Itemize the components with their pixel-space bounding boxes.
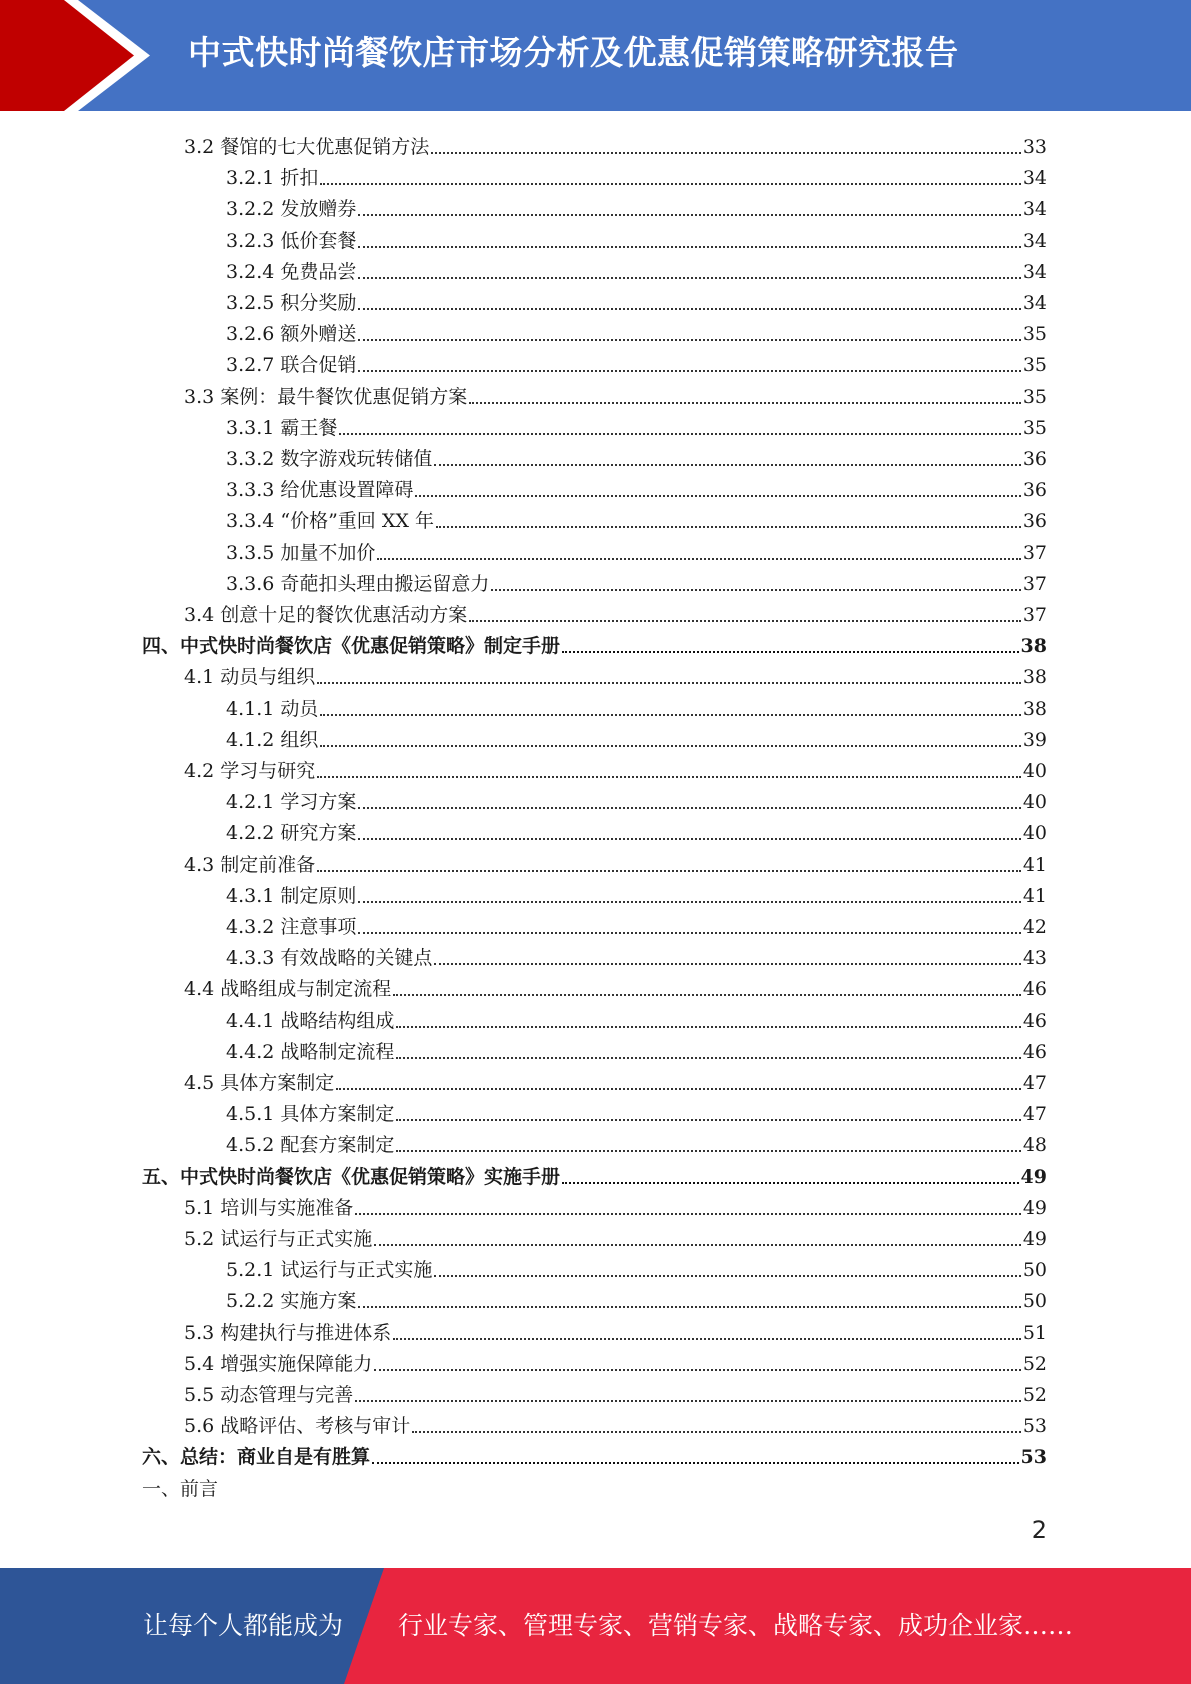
toc-entry[interactable] (184, 596, 1047, 627)
toc-dot-leader (374, 1369, 1021, 1371)
toc-entry[interactable] (226, 159, 1047, 190)
toc-entry-page: 53 (1022, 1415, 1047, 1438)
toc-entry[interactable] (226, 471, 1047, 502)
toc-entry-page: 50 (1022, 1290, 1047, 1313)
toc-entry-label: 3.2 餐馆的七大优惠促销方法 (184, 136, 430, 158)
toc-dot-leader (358, 246, 1020, 248)
toc-entry-label: 4.2.2 研究方案 (226, 822, 357, 845)
toc-entry-page: 34 (1022, 167, 1047, 190)
toc-entry-label: 3.4 创意十足的餐饮优惠活动方案 (184, 604, 468, 626)
toc-entry[interactable] (226, 534, 1047, 565)
toc-entry-page: 35 (1022, 354, 1047, 377)
toc-dot-leader (358, 370, 1020, 372)
toc-entry-page: 38 (1022, 697, 1047, 720)
toc-entry-page: 49 (1020, 1165, 1047, 1188)
toc-entry-label: 五、中式快时尚餐饮店《优惠促销策略》实施手册 (142, 1165, 561, 1188)
toc-entry-page: 34 (1022, 260, 1047, 283)
toc-entry-label: 3.2.6 额外赠送 (226, 323, 357, 346)
toc-dot-leader (355, 1213, 1021, 1215)
toc-dot-leader (320, 714, 1020, 716)
toc-entry-label: 3.3 案例：最牛餐饮优惠促销方案 (184, 385, 468, 408)
toc-entry-page: 53 (1020, 1446, 1047, 1469)
toc-entry[interactable] (226, 877, 1047, 908)
toc-entry-label: 4.1 动员与组织 (184, 666, 316, 689)
toc-dot-leader (469, 402, 1021, 404)
toc-dot-leader (469, 620, 1021, 622)
toc-entry-page: 35 (1022, 416, 1047, 439)
toc-entry-label: 3.2.7 联合促销 (226, 354, 357, 377)
toc-entry[interactable] (226, 565, 1047, 596)
toc-dot-leader (393, 1338, 1021, 1340)
toc-entry[interactable] (142, 627, 1047, 658)
document-title: 中式快时尚餐饮店市场分析及优惠促销策略研究报告 (188, 33, 959, 72)
toc-entry-label: 4.3.1 制定原则 (226, 884, 357, 907)
toc-dot-leader (434, 1275, 1020, 1277)
toc-entry[interactable] (226, 346, 1047, 377)
toc-dot-leader (434, 464, 1020, 466)
toc-entry-page: 38 (1020, 635, 1047, 658)
toc-entry[interactable] (226, 502, 1047, 533)
toc-entry[interactable] (226, 1126, 1047, 1157)
toc-entry-page: 41 (1022, 853, 1047, 876)
toc-entry[interactable] (226, 253, 1047, 284)
toc-entry[interactable] (226, 1033, 1047, 1064)
toc-dot-leader (336, 1088, 1021, 1090)
toc-dot-leader (562, 651, 1019, 653)
toc-entry-page: 36 (1022, 510, 1047, 533)
toc-entry-label: 3.3.3 给优惠设置障碍 (226, 479, 414, 502)
toc-entry-page: 43 (1022, 947, 1047, 970)
toc-dot-leader (374, 1244, 1021, 1246)
toc-entry-page: 34 (1022, 198, 1047, 221)
toc-entry-page: 40 (1022, 822, 1047, 845)
toc-dot-leader (431, 152, 1021, 154)
toc-dot-leader (317, 682, 1021, 684)
toc-entry[interactable] (184, 752, 1047, 783)
toc-entry[interactable] (226, 721, 1047, 752)
toc-entry-label: 4.4.1 战略结构组成 (226, 1009, 395, 1032)
toc-entry-page: 46 (1022, 1040, 1047, 1063)
toc-dot-leader (358, 901, 1020, 903)
toc-entry-page: 48 (1022, 1134, 1047, 1157)
toc-entry-page: 37 (1022, 541, 1047, 564)
toc-entry-label: 4.1.1 动员 (226, 697, 319, 720)
toc-entry[interactable] (226, 783, 1047, 814)
toc-entry-label: 3.2.5 积分奖励 (226, 292, 357, 314)
toc-entry[interactable] (184, 128, 1047, 159)
toc-dot-leader (415, 495, 1020, 497)
toc-entry[interactable] (184, 1314, 1047, 1345)
toc-entry-page: 47 (1022, 1103, 1047, 1126)
toc-entry[interactable] (226, 908, 1047, 939)
toc-entry[interactable] (184, 1064, 1047, 1095)
toc-entry[interactable] (226, 1251, 1047, 1282)
page-header (0, 0, 1191, 111)
toc-entry-page: 35 (1022, 385, 1047, 408)
toc-entry[interactable] (226, 814, 1047, 845)
toc-dot-leader (358, 308, 1020, 310)
toc-entry[interactable] (184, 1345, 1047, 1376)
toc-entry-label: 5.4 增强实施保障能力 (184, 1352, 373, 1375)
toc-entry[interactable] (184, 846, 1047, 877)
footer-slogan-right: 行业专家、管理专家、营销专家、战略专家、成功企业家…… (398, 1611, 1074, 1640)
toc-entry-page: 49 (1022, 1228, 1047, 1250)
toc-dot-leader (372, 1462, 1019, 1464)
toc-dot-leader (393, 994, 1021, 996)
toc-dot-leader (396, 1150, 1020, 1152)
toc-entry-page: 52 (1022, 1384, 1047, 1406)
toc-entry-label: 5.2.2 实施方案 (226, 1290, 357, 1313)
toc-entry-label: 3.2.4 免费品尝 (226, 260, 357, 283)
toc-entry[interactable] (226, 1282, 1047, 1313)
toc-entry-page: 39 (1022, 728, 1047, 751)
toc-dot-leader (317, 870, 1021, 872)
toc-entry-label: 4.4 战略组成与制定流程 (184, 978, 392, 1001)
toc-entry[interactable] (226, 222, 1047, 253)
toc-entry-label: 3.2.3 低价套餐 (226, 229, 357, 252)
toc-entry-page: 37 (1022, 604, 1047, 626)
toc-dot-leader (377, 558, 1020, 560)
toc-entry-label: 5.2.1 试运行与正式实施 (226, 1259, 433, 1282)
toc-entry-page: 34 (1022, 292, 1047, 314)
toc-entry-page: 46 (1022, 1009, 1047, 1032)
toc-entry-label: 3.3.1 霸王餐 (226, 416, 338, 439)
toc-entry-label: 4.5.2 配套方案制定 (226, 1134, 395, 1157)
toc-entry-label: 4.3 制定前准备 (184, 853, 316, 876)
toc-entry[interactable] (184, 1189, 1047, 1220)
toc-dot-leader (358, 214, 1020, 216)
toc-entry[interactable] (184, 970, 1047, 1001)
toc-dot-leader (355, 1400, 1021, 1402)
toc-entry-page: 36 (1022, 479, 1047, 502)
toc-entry-label: 4.5.1 具体方案制定 (226, 1103, 395, 1126)
toc-dot-leader (358, 339, 1020, 341)
toc-entry-label: 六、总结：商业自是有胜算 (142, 1446, 371, 1469)
toc-entry[interactable] (184, 1220, 1047, 1251)
toc-dot-leader (358, 277, 1020, 279)
toc-dot-leader (339, 433, 1020, 435)
toc-entry-label: 4.2 学习与研究 (184, 760, 316, 782)
toc-entry-label: 3.2.1 折扣 (226, 167, 319, 190)
toc-dot-leader (396, 1026, 1020, 1028)
toc-entry-label: 3.2.2 发放赠券 (226, 198, 357, 221)
toc-entry-label: 4.4.2 战略制定流程 (226, 1040, 395, 1063)
toc-entry-page: 34 (1022, 229, 1047, 252)
toc-entry-label: 3.3.6 奇葩扣头理由搬运留意力 (226, 572, 490, 595)
toc-entry-label: 5.5 动态管理与完善 (184, 1384, 354, 1406)
toc-entry-label: 4.1.2 组织 (226, 728, 319, 751)
toc-entry-page: 37 (1022, 572, 1047, 595)
toc-entry[interactable] (226, 409, 1047, 440)
toc-entry-page: 41 (1022, 884, 1047, 907)
toc-dot-leader (436, 526, 1021, 528)
toc-entry[interactable] (226, 440, 1047, 471)
toc-dot-leader (491, 589, 1020, 591)
toc-entry-label: 3.3.5 加量不加价 (226, 541, 376, 564)
toc-entry[interactable] (226, 190, 1047, 221)
toc-entry-label: 四、中式快时尚餐饮店《优惠促销策略》制定手册 (142, 635, 561, 658)
toc-entry[interactable] (184, 378, 1047, 409)
header-chevron-decoration (0, 0, 160, 111)
page-number: 2 (1031, 1516, 1047, 1544)
toc-entry-page: 40 (1022, 791, 1047, 814)
toc-entry-label: 5.3 构建执行与推进体系 (184, 1321, 392, 1344)
toc-entry-label: 3.3.2 数字游戏玩转储值 (226, 448, 433, 470)
toc-entry-label: 4.2.1 学习方案 (226, 791, 357, 814)
toc-entry[interactable] (184, 1407, 1047, 1438)
toc-entry-page: 51 (1022, 1321, 1047, 1344)
toc-entry-page: 46 (1022, 978, 1047, 1001)
toc-entry-label: 3.3.4 “价格”重回 XX 年 (226, 510, 434, 533)
toc-entry[interactable] (184, 658, 1047, 689)
toc-entry-page: 50 (1022, 1259, 1047, 1282)
toc-entry[interactable] (226, 315, 1047, 346)
toc-dot-leader (412, 1431, 1021, 1433)
toc-entry-page: 49 (1022, 1196, 1047, 1219)
toc-entry-label: 5.2 试运行与正式实施 (184, 1228, 373, 1250)
toc-entry-label: 5.1 培训与实施准备 (184, 1196, 354, 1219)
toc-entry-label: 4.3.2 注意事项 (226, 916, 357, 938)
toc-dot-leader (562, 1182, 1019, 1184)
toc-dot-leader (320, 745, 1020, 747)
toc-dot-leader (358, 838, 1020, 840)
toc-entry-page: 35 (1022, 323, 1047, 346)
toc-dot-leader (358, 1306, 1020, 1308)
toc-dot-leader (320, 183, 1020, 185)
toc-entry[interactable] (226, 939, 1047, 970)
toc-dot-leader (434, 963, 1020, 965)
toc-entry[interactable] (226, 690, 1047, 721)
toc-entry[interactable] (184, 1376, 1047, 1407)
toc-entry[interactable] (226, 1095, 1047, 1126)
toc-entry-page: 33 (1022, 136, 1047, 158)
toc-entry[interactable] (142, 1438, 1047, 1469)
toc-entry-label: 4.3.3 有效战略的关键点 (226, 947, 433, 970)
footer-slogan-left: 让每个人都能成为 (143, 1611, 344, 1640)
toc-entry-page: 40 (1022, 760, 1047, 782)
toc-entry-label: 4.5 具体方案制定 (184, 1072, 335, 1094)
toc-dot-leader (396, 1119, 1020, 1121)
toc-entry-page: 52 (1022, 1352, 1047, 1375)
toc-entry-page: 42 (1022, 916, 1047, 938)
toc-entry-page: 47 (1022, 1072, 1047, 1094)
toc-entry-label: 5.6 战略评估、考核与审计 (184, 1415, 411, 1438)
toc-entry-preface[interactable]: 一、前言 (142, 1478, 219, 1500)
toc-dot-leader (358, 807, 1020, 809)
toc-dot-leader (396, 1057, 1020, 1059)
toc-entry-page: 38 (1022, 666, 1047, 689)
page-footer (0, 1568, 1191, 1684)
toc-entry-page: 36 (1022, 448, 1047, 470)
toc-entry[interactable] (142, 1158, 1047, 1189)
toc-entry[interactable] (226, 284, 1047, 315)
toc-dot-leader (358, 932, 1020, 934)
toc-entry[interactable] (226, 1002, 1047, 1033)
toc-dot-leader (317, 776, 1021, 778)
